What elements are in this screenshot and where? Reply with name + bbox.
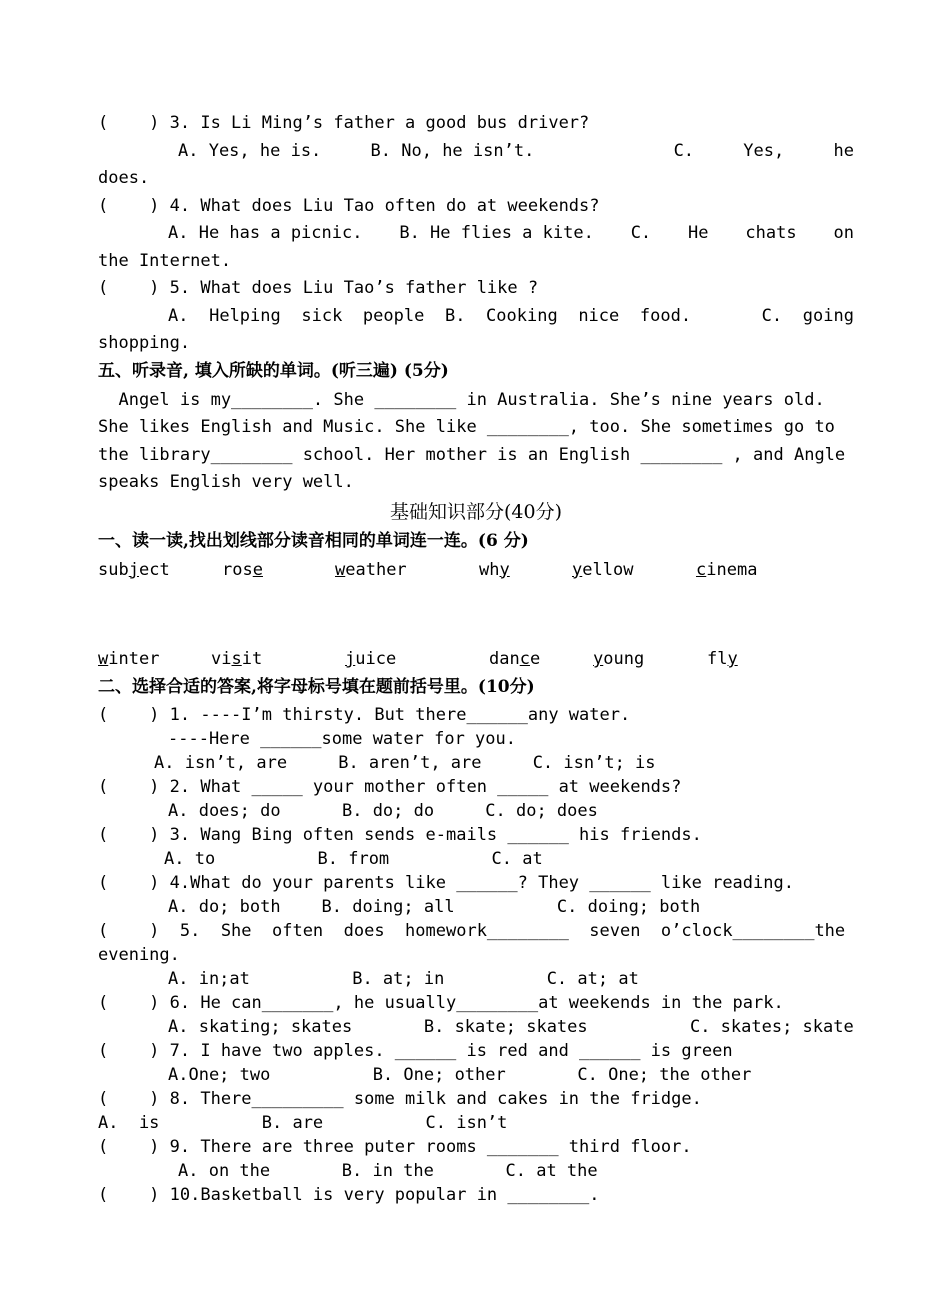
question-5-continuation: shopping.	[98, 333, 191, 353]
mc-question-4: ( ) 4.What do your parents like ______? They ______ like reading.	[98, 872, 794, 893]
option-c-part1: C.	[673, 140, 695, 161]
word	[222, 557, 335, 585]
mc-question-5-options: A. in;at B. at; in C. at; at	[168, 968, 639, 989]
option-c-part1: C.	[630, 223, 652, 243]
mc-question-4-options: A. do; both B. doing; all C. doing; both	[168, 896, 701, 917]
word-part: ellow	[582, 559, 634, 580]
option-a-part1: A.	[168, 305, 189, 326]
matching-space	[98, 584, 854, 646]
mc-question-3-options: A. to B. from C. at	[164, 848, 543, 869]
mc-question-2-options: A. does; do B. do; do C. do; does	[168, 800, 598, 821]
word-row-1	[98, 557, 854, 585]
exam-page	[98, 110, 854, 1207]
mc-question-5: ( ) 5. She often does homework________ seven o’clock________the	[98, 920, 846, 941]
word	[696, 557, 757, 585]
passage-line-1: Angel is my________. She ________ in Australia. She’s nine years old.	[98, 389, 825, 410]
underlined-letter: y	[499, 559, 510, 580]
underlined-letter: s	[231, 649, 242, 669]
word	[572, 557, 696, 585]
word	[345, 646, 489, 674]
question-5-options	[98, 303, 854, 331]
mc-question-9-options: A. on the B. in the C. at the	[178, 1160, 598, 1181]
word-part: inema	[706, 559, 758, 580]
word-part: inter	[108, 649, 160, 669]
option-c-part1: C.	[761, 305, 783, 326]
word	[489, 646, 593, 674]
option-c-part4: on	[833, 223, 854, 243]
mc-question-10: ( ) 10.Basketball is very popular in ________.	[98, 1184, 600, 1205]
mc-question-7-options: A.One; two B. One; other C. One; the other	[168, 1064, 752, 1085]
question-3-stem: ( ) 3. Is Li Ming’s father a good bus driver?	[98, 113, 590, 133]
option-b-part4: food.	[639, 305, 692, 326]
underlined-letter: y	[727, 649, 738, 669]
underlined-letter: y	[593, 649, 604, 669]
mc-question-5-continuation: evening.	[98, 944, 180, 965]
underlined-letter: c	[696, 559, 707, 580]
option-a-part3: sick	[301, 305, 343, 326]
underlined-letter: w	[335, 559, 346, 580]
question-4-continuation: the Internet.	[98, 250, 232, 271]
option-c-part3: chats	[745, 223, 797, 243]
word-part: wh	[479, 559, 500, 580]
option-a: A. He has a picnic.	[168, 223, 363, 243]
word-part: fl	[707, 649, 728, 669]
mc-question-6: ( ) 6. He can_______, he usually________at weekends in the park.	[98, 992, 784, 1013]
word-part: uice	[355, 649, 397, 669]
mc-question-6-options: A. skating; skates B. skate; skates C. skates; skate	[168, 1016, 854, 1037]
mc-question-2: ( ) 2. What _____ your mother often _____ at weekends?	[98, 776, 682, 797]
word-part: vi	[211, 649, 232, 669]
option-b-part2: Cooking	[486, 305, 558, 326]
mc-question-1-reply: ----Here ______some water for you.	[168, 728, 516, 749]
option-b: B. No, he isn’t.	[370, 140, 535, 161]
word	[479, 557, 572, 585]
option-a-part2: Helping	[209, 305, 281, 326]
word	[211, 646, 345, 674]
underlined-letter: j	[128, 559, 139, 580]
passage-line-3: the library________ school. Her mother is an English ________ , and Angle	[98, 444, 846, 465]
question-4-options	[98, 220, 854, 248]
question-3-continuation: does.	[98, 168, 150, 188]
question-4-stem: ( ) 4. What does Liu Tao often do at weekends?	[98, 195, 600, 216]
passage-line-4: speaks English very well.	[98, 472, 354, 492]
word	[98, 646, 211, 674]
word-row-2	[98, 646, 854, 674]
option-a: A. Yes, he is.	[178, 140, 322, 161]
option-b-part3: nice	[578, 305, 620, 326]
mc-question-8-options: A. is B. are C. isn’t	[98, 1112, 508, 1133]
word-part: oung	[603, 649, 645, 669]
underlined-letter: j	[345, 649, 356, 669]
section-2-title: 二、选择合适的答案,将字母标号填在题前括号里。(10分)	[98, 676, 535, 697]
option-b-part1: B.	[444, 305, 466, 326]
question-5-stem: ( ) 5. What does Liu Tao’s father like ?	[98, 278, 539, 298]
word	[593, 646, 707, 674]
word-part: ros	[222, 559, 253, 580]
mc-question-3: ( ) 3. Wang Bing often sends e-mails ______ his friends.	[98, 824, 702, 845]
underlined-letter: w	[98, 649, 109, 669]
option-b: B. He flies a kite.	[399, 223, 594, 243]
word	[98, 557, 222, 585]
basic-part-title: 基础知识部分(40分)	[389, 500, 562, 523]
section-1-title: 一、读一读,找出划线部分读音相同的单词连一连。(6 分)	[98, 530, 529, 551]
option-c-part2: going	[802, 305, 854, 326]
word-part: e	[529, 649, 541, 669]
underlined-letter: y	[572, 559, 583, 580]
word-part: eather	[345, 559, 407, 580]
word	[335, 557, 479, 585]
passage-line-2: She likes English and Music. She like ________, too. She sometimes go to	[98, 417, 835, 437]
mc-question-1: ( ) 1. ----I’m thirsty. But there______any water.	[98, 704, 631, 725]
option-c-part3: he	[833, 140, 854, 161]
mc-question-9: ( ) 9. There are three puter rooms _______ third floor.	[98, 1136, 692, 1157]
underlined-letter: c	[519, 649, 530, 669]
question-3-options	[98, 138, 854, 166]
section-5-title: 五、听录音, 填入所缺的单词。(听三遍) (5分)	[98, 360, 449, 381]
option-a-part4: people	[362, 305, 425, 326]
option-c-part2: He	[688, 223, 709, 243]
word-part: ect	[138, 559, 170, 580]
word-part: dan	[489, 649, 520, 669]
word-part: sub	[98, 559, 129, 580]
mc-question-1-options: A. isn’t, are B. aren’t, are C. isn’t; is	[154, 752, 656, 773]
mc-question-8: ( ) 8. There_________ some milk and cakes in the fridge.	[98, 1088, 702, 1109]
mc-question-7: ( ) 7. I have two apples. ______ is red and ______ is green	[98, 1040, 733, 1061]
word-part: it	[241, 649, 263, 669]
option-c-part2: Yes,	[743, 140, 785, 161]
underlined-letter: e	[252, 559, 263, 580]
word	[707, 646, 738, 674]
